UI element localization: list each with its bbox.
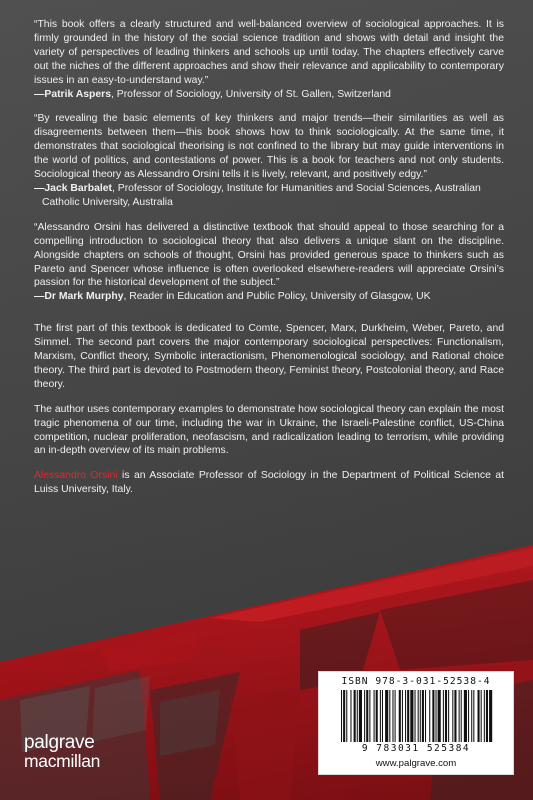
reviewer-name: —Jack Barbalet [34,182,112,194]
logo-palgrave: palgrave [24,732,95,753]
reviewer-affiliation: , Professor of Sociology, Institute for Humanities and Social Sciences, Australian [111,182,481,194]
reviewer-name: —Dr Mark Murphy [34,291,124,303]
author-name: Alessandro Orsini [34,470,118,482]
review-quote: “Alessandro Orsini has delivered a distinctive textbook that should appeal to those searching for a compelling introduction to sociological theory that also delivers a unique slant on the discipline. Alongside chapters on schools of thought, Orsini has provided generous space to thinkers such as Pareto and Spencer whose influence is often overlooked elsewhere-readers will appreciate Orsini’s passion for the historical development of the subject.” [34,221,504,289]
reviewer-affiliation-continued: Catholic University, Australia [42,196,173,208]
author-bio-text: is an Associate Professor of Sociology in the Department of Political Science at Luiss University, Italy. [34,470,504,496]
publisher-logo [24,733,100,771]
author-bio [34,469,504,497]
isbn-number: ISBN 978-3-031-52538-4 [341,676,491,687]
publisher-url: www.palgrave.com [375,758,457,769]
review-aspers [34,18,504,101]
reviewer-name: —Patrik Aspers [34,88,112,100]
back-cover-text [34,18,504,508]
reviewer-affiliation: , Reader in Education and Public Policy, University of Glasgow, UK [123,291,431,303]
barcode-digits: 9 783031 525384 [361,743,471,754]
description-paragraph-1: The first part of this textbook is dedicated to Comte, Spencer, Marx, Durkheim, Weber, Pareto, and Simmel. The second part covers the major contemporary sociological perspectives: Functionalism, Marxism, Conflict theory, Symbolic interactionism, Phenomenological sociology, and Rational choice theory. The third part is devoted to Postmodern theory, Feminist theory, Postcolonial theory, and Race theory. [34,323,504,390]
reviewer-affiliation: , Professor of Sociology, University of St. Gallen, Switzerland [111,88,391,100]
review-murphy [34,221,504,304]
review-attribution [34,88,504,102]
description-paragraph-2: The author uses contemporary examples to demonstrate how sociological theory can explain the most tragic phenomena of our time, including the war in Ukraine, the Israeli-Palestine conflict, US-China competition, nuclear proliferation, neofascism, and radicalization leading to terrorism, while providing an in-depth overview of its main problems. [34,403,504,457]
review-attribution [34,182,504,196]
barcode-icon [339,690,493,742]
logo-macmillan: macmillan [24,751,101,771]
review-barbalet [34,112,504,209]
isbn-barcode-panel [318,671,514,775]
review-quote: “By revealing the basic elements of key thinkers and major trends—their similarities as well as disagreements between them—this book shows how to think sociologically. At the same time, it demonstrates that sociological theorising is not confined to the library but may guide interventions in the world of politics, and contestations of power. This is a book for teachers and not only students. Sociological theory as Alessandro Orsini tells it is lively, relevant, and positively edgy.” [34,113,504,181]
review-quote: “This book offers a clearly structured and well-balanced overview of sociological approaches. It is firmly grounded in the history of the social science tradition and shows with detail and insight the variety of perspectives of leading thinkers and schools up until today. The chapters effectively carve out the niches of the different approaches and show their relevance and applicability to contemporary issues in an easy-to-understand way.” [34,19,504,86]
review-attribution [34,290,504,304]
